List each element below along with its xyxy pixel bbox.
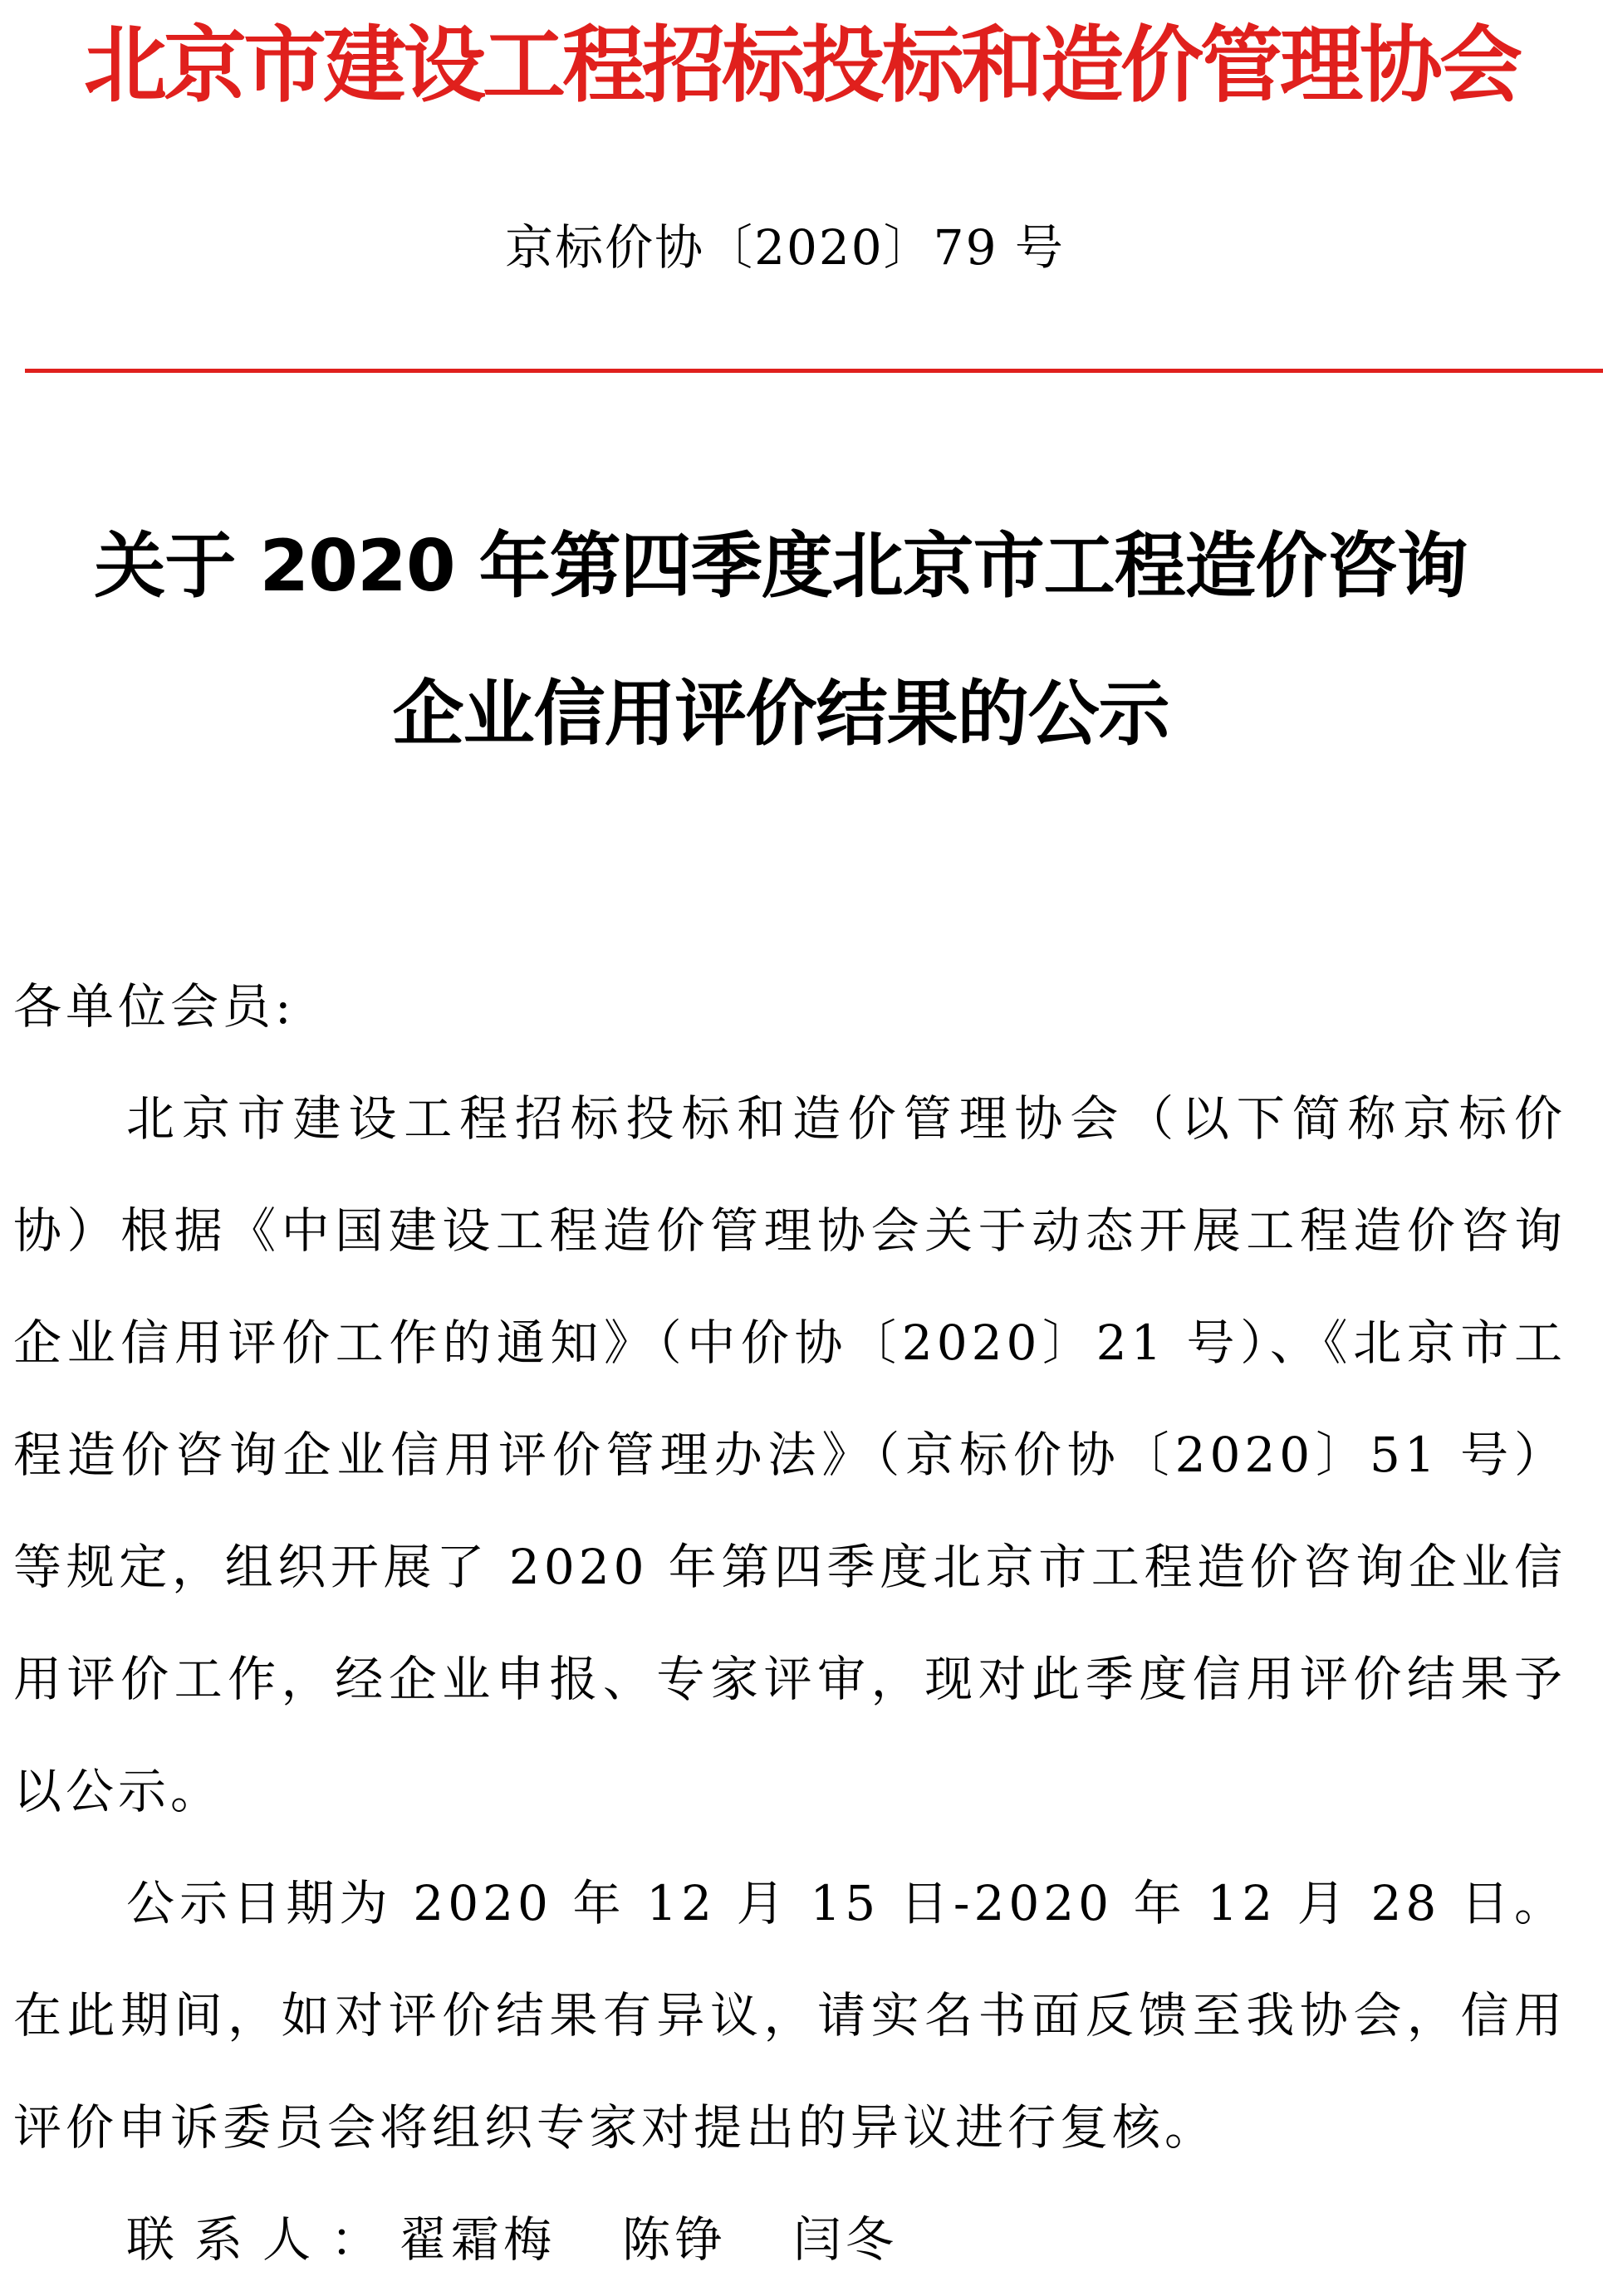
contact-label: 联系人： bbox=[126, 2211, 400, 2268]
body-paragraph-1: 北京市建设工程招标投标和造价管理协会（以下简称京标价协）根据《中国建设工程造价管理协会关于动态开展工程造价咨询企业信用评价工作的通知》（中价协〔2020〕21 号）、《北京市工程造价咨询企业信用评价管理办法》（京标价协〔2020〕51 号）等规定，组织开展了 2020 年第四季度北京市工程造价咨询企业信用评价工作，经企业申报、专家评审，现对此季度信用评价结果予以公示。 bbox=[13, 1090, 1566, 1819]
document-number: 京标价协〔2020〕79 号 bbox=[505, 219, 1065, 276]
organization-header: 北京市建设工程招标投标和造价管理协会 bbox=[84, 17, 1519, 114]
body-paragraph-2: 公示日期为 2020 年 12 月 15 日-2020 年 12 月 28 日。在此期间，如对评价结果有异议，请实名书面反馈至我协会，信用评价申诉委员会将组织专家对提出的异议进行复核。 bbox=[13, 1875, 1566, 2156]
document-body bbox=[13, 951, 1566, 2296]
salutation: 各单位会员: bbox=[13, 978, 296, 1035]
contact-name: 翟霜梅 bbox=[399, 2211, 556, 2268]
red-divider-line bbox=[25, 369, 1603, 373]
document-title-line-2: 企业信用评价结果的公示 bbox=[392, 673, 1169, 756]
contact-name: 闫冬 bbox=[793, 2211, 899, 2268]
contact-name: 陈铮 bbox=[622, 2211, 728, 2268]
document-title-line-1: 关于 2020 年第四季度北京市工程造价咨询 bbox=[94, 525, 1468, 608]
contact-line bbox=[13, 2184, 1566, 2296]
